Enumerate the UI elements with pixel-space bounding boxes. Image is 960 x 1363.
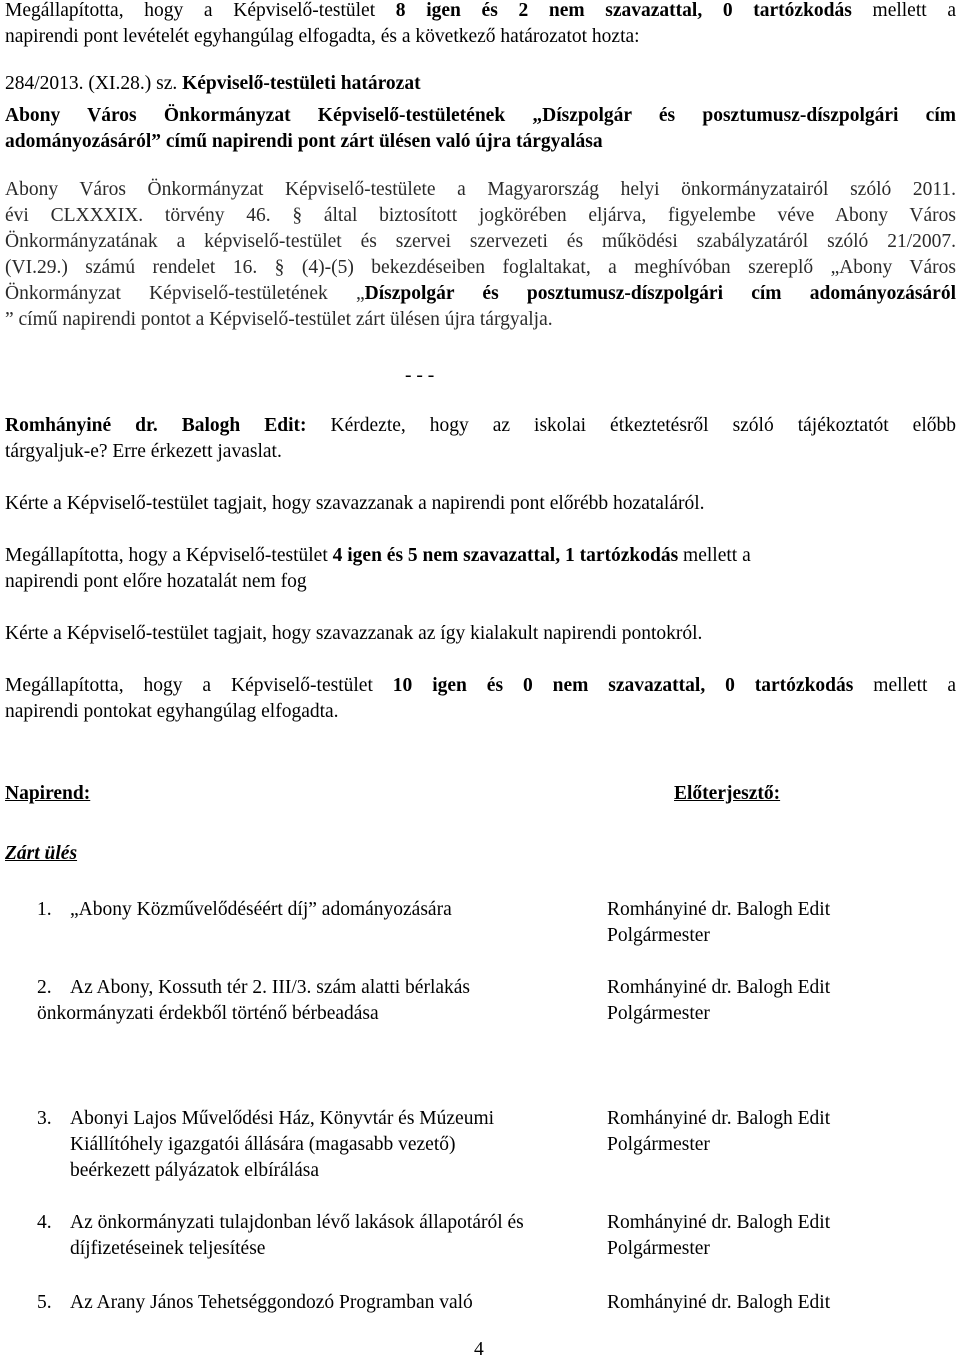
resolution-body-line-3: Önkormányzatának a képviselő-testület és szervei szervezeti és működési szabályzatáról szóló 21/2007. (5, 231, 956, 252)
agenda-item-3-title-3: beérkezett pályázatok elbírálása (70, 1160, 320, 1181)
agenda-item-4-title-2: díjfizetéseinek teljesítése (70, 1238, 266, 1259)
vote-3-text-end: mellett a (853, 675, 956, 696)
vote-3-text: Megállapította, hogy a Képviselő-testület (5, 675, 393, 696)
resolution-heading: Képviselő-testületi határozat (182, 73, 421, 94)
speaker-line-2: tárgyaljuk-e? Erre érkezett javaslat. (5, 441, 282, 462)
agenda-item-2-title-1: Az Abony, Kossuth tér 2. III/3. szám alatti bérlakás (70, 977, 471, 998)
agenda-item-1-presenter: Romhányiné dr. Balogh Edit (607, 899, 831, 920)
vote-2-result: 4 igen és 5 nem szavazattal, 1 tartózkodás (332, 545, 679, 566)
intro-line-2: napirendi pont levételét egyhangúlag elfogadta, és a következő határozatot hozta: (5, 26, 640, 47)
closed-session-heading: Zárt ülés (5, 843, 78, 864)
ask-paragraph-1: Kérte a Képviselő-testület tagjait, hogy szavazzanak a napirendi pont előrébb hozataláról. (5, 493, 705, 514)
agenda-item-2-role: Polgármester (607, 1003, 710, 1024)
agenda-item-5-title: Az Arany János Tehetséggondozó Programban való (70, 1292, 473, 1313)
agenda-item-3-title-2: Kiállítóhely igazgatói állására (magasabb vezető) (70, 1134, 456, 1155)
separator: - - - (405, 365, 435, 386)
vote-3-line-2: napirendi pontokat egyhangúlag elfogadta. (5, 701, 339, 722)
intro-text-end: mellett a (851, 0, 956, 21)
agenda-item-4-role: Polgármester (607, 1238, 710, 1259)
resolution-title-line-2: adományozásáról” című napirendi pont zárt ülésen való újra tárgyalása (5, 131, 603, 152)
speaker-text: Kérdezte, hogy az iskolai étkeztetésről szóló tájékoztatót előbb (306, 415, 956, 436)
presenter-header: Előterjesztő: (674, 783, 781, 804)
agenda-item-2-title-2: önkormányzati érdekből történő bérbeadása (37, 1003, 379, 1024)
agenda-item-4-presenter: Romhányiné dr. Balogh Edit (607, 1212, 831, 1233)
resolution-body-line-4: (VI.29.) számú rendelet 16. § (4)-(5) bekezdéseiben foglaltakat, a meghívóban szereplő „Abony Város (5, 257, 956, 278)
resolution-body-line-2: évi CLXXXIX. törvény 46. § által biztosított jogkörében eljárva, figyelembe véve Abony Város (5, 205, 956, 226)
intro-line-1 (5, 0, 956, 24)
page-number: 4 (474, 1339, 484, 1360)
agenda-item-1-number: 1. (37, 899, 52, 920)
speaker-name: Romhányiné dr. Balogh Edit: (5, 415, 307, 436)
resolution-number: 284/2013. (XI.28.) sz. (5, 73, 183, 94)
agenda-item-5-presenter: Romhányiné dr. Balogh Edit (607, 1292, 831, 1313)
vote-2-text-end: mellett a (678, 545, 751, 566)
agenda-item-5-number: 5. (37, 1292, 52, 1313)
agenda-item-3-role: Polgármester (607, 1134, 710, 1155)
resolution-agenda-title: Díszpolgár és posztumusz-díszpolgári cím adományozásáról (364, 283, 956, 304)
ask-paragraph-2: Kérte a Képviselő-testület tagjait, hogy szavazzanak az így kialakult napirendi pontokról. (5, 623, 703, 644)
agenda-item-4-title-1: Az önkormányzati tulajdonban lévő lakások állapotáról és (70, 1212, 524, 1233)
resolution-body-text: Önkormányzat Képviselő-testületének „ (5, 283, 365, 304)
agenda-item-3-title-1: Abonyi Lajos Művelődési Ház, Könyvtár és Múzeumi (70, 1108, 495, 1129)
speaker-line-1 (5, 413, 956, 439)
agenda-item-1-title: „Abony Közművelődéséért díj” adományozására (70, 899, 452, 920)
vote-3-result: 10 igen és 0 nem szavazattal, 0 tartózkodás (392, 675, 854, 696)
agenda-item-4-number: 4. (37, 1212, 52, 1233)
resolution-body-line-5 (5, 281, 956, 307)
intro-text: Megállapította, hogy a Képviselő-testület (5, 0, 396, 21)
agenda-item-2-presenter: Romhányiné dr. Balogh Edit (607, 977, 831, 998)
vote-result: 8 igen és 2 nem szavazattal, 0 tartózkodás (395, 0, 852, 21)
vote-2-line-2: napirendi pont előre hozatalát nem fog (5, 571, 307, 592)
agenda-item-2-number: 2. (37, 977, 52, 998)
resolution-title-line-1: Abony Város Önkormányzat Képviselő-testületének „Díszpolgár és posztumusz-díszpolgári cím (5, 105, 956, 126)
agenda-item-3-presenter: Romhányiné dr. Balogh Edit (607, 1108, 831, 1129)
vote-2-text: Megállapította, hogy a Képviselő-testület (5, 545, 333, 566)
resolution-number-line (5, 71, 956, 97)
vote-3-line-1 (5, 673, 956, 699)
agenda-item-1-role: Polgármester (607, 925, 710, 946)
resolution-body-line-1: Abony Város Önkormányzat Képviselő-testülete a Magyarország helyi önkormányzatairól szóló 2011. (5, 179, 956, 200)
vote-2-line-1 (5, 543, 956, 569)
resolution-body-line-6: ” című napirendi pontot a Képviselő-testület zárt ülésen újra tárgyalja. (5, 309, 553, 330)
agenda-item-3-number: 3. (37, 1108, 52, 1129)
agenda-header: Napirend: (5, 783, 91, 804)
